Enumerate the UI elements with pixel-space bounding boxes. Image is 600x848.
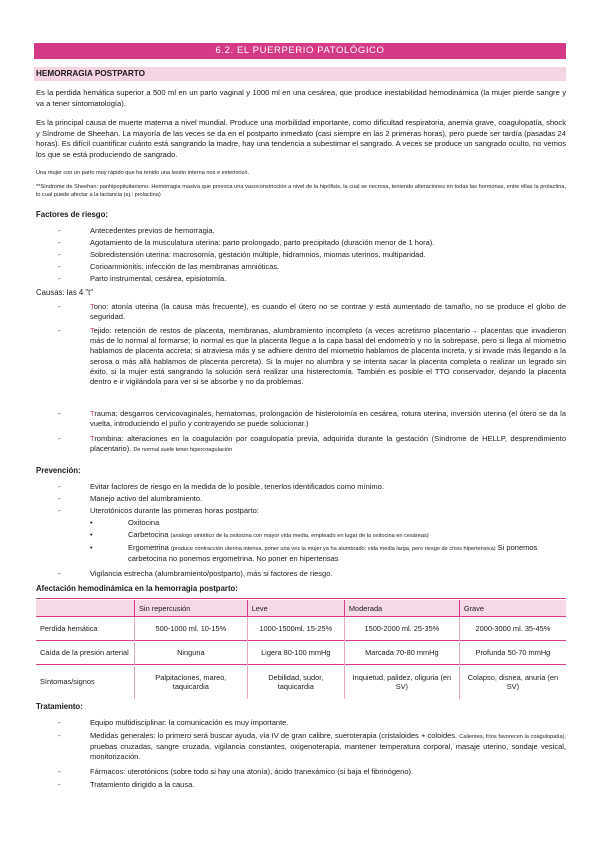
cause-letter: T bbox=[90, 302, 94, 311]
table-header-row bbox=[36, 600, 566, 617]
list-dash: - bbox=[58, 482, 61, 491]
list-item: Uterotónicos durante las primeras horas postparto: bbox=[90, 506, 259, 515]
list-dash: - bbox=[58, 274, 61, 283]
list-dash: - bbox=[58, 262, 61, 271]
table-cell: Ligera 80-100 mmHg bbox=[247, 641, 344, 665]
table-cell: Profunda 50-70 mmHg bbox=[459, 641, 566, 665]
epidemiology-text: Es la principal causa de muerte materna a nivel mundial. Produce una morbilidad importante, como dificultad respiratoria, anemia grave, coagulopatía, shock y Síndrome de Sheehan. La mayoría de las veces se da en el postparto inmediato (casi siempre en las 2 primeras horas), pero puede ser tardía (pasadas 24 horas). Es difícil cuantificar cuánto está sangrando la madre, hay una tendencia a subestimar el sangrado. A veces se produce un sangrado oculto, no vemos los que se está produciendo de sangrado. bbox=[36, 118, 566, 159]
list-item: Parto instrumental, cesárea, episiotomía. bbox=[90, 274, 227, 283]
drug-name: Ergometrina bbox=[128, 543, 169, 552]
list-item: Fármacos: uterotónicos (sobre todo si hay una atonía), ácido tranexámico (si baja el fibrinógeno). bbox=[90, 767, 414, 776]
list-dash: - bbox=[58, 238, 61, 247]
list-item: Evitar factores de riesgo en la medida de lo posible, tenerlos identificados como mínimo. bbox=[90, 482, 384, 491]
drug-item bbox=[128, 530, 566, 541]
cause-text: ono: atonía uterina (la causa más frecuente), es cuando el útero no se contrae y está aumentado de tamaño, no se produce el globo de seguridad. bbox=[90, 302, 566, 322]
table-cell: Debilidad, sudor, taquicardia bbox=[247, 665, 344, 699]
definition-paragraph: Es la perdida hemática superior a 500 ml en un parto vaginal y 1000 ml en una cesárea, que produce inestabilidad hemodinámica (la mujer pierde sangre y va a tener sintomatología). bbox=[36, 88, 566, 108]
sheehan-note: **Síndrome de Sheehan: panhipopituitarismo. Hemorragia masiva que provoca una vasoconstricción a nivel de la hipófisis, la cual se necrosa, teniendo alteraciones en todas las hormonas, entre ellas la prolactina, lo cual puede afectar a la lactancia (ej.: prolactina) bbox=[36, 184, 566, 198]
bullet-icon: • bbox=[90, 518, 93, 527]
cause-trauma bbox=[90, 409, 566, 429]
cause-text: ejido: retención de restos de placenta, membranas, alumbramiento incompleto (a veces acretismo placentario→ placentas que invadieron más de lo normal al formarse; lo normal es que la placenta llegue a la capa basal del endometrio y no la sobrepase, pero si llega al miometrio hablamos de placenta accreta; si atraviesa más y se adhiere dentro del miometrio hablamos de placenta increta, y si invade más llegando a la serosa o más allá hablamos de placenta percreta). Si la mujer no alumbra y se intenta sacar la placenta completa o realizar un legrado sin éxito, si la mujer está sangrando la solución será realizar una histerectomía. También es posible el TTO conservador, dejando la placenta dentro e ir vigilándola para ver si se absorbe y no da problemas. bbox=[90, 326, 566, 387]
list-dash: - bbox=[58, 506, 61, 515]
list-dash: - bbox=[58, 718, 61, 727]
cause-letter: T bbox=[90, 326, 94, 335]
table-header: Moderada bbox=[344, 600, 459, 617]
list-item: Agotamiento de la musculatura uterina: parto prolongado, parto precipitado (duración menor de 1 hora). bbox=[90, 238, 435, 247]
list-dash: - bbox=[58, 409, 61, 418]
table-row bbox=[36, 617, 566, 641]
table-row bbox=[36, 641, 566, 665]
page-title: 6.2. EL PUERPERIO PATOLÓGICO bbox=[34, 43, 566, 59]
bullet-icon: • bbox=[90, 530, 93, 539]
list-item: Vigilancia estrecha (alumbramiento/postparto), más si factores de riesgo. bbox=[90, 569, 333, 578]
list-dash: - bbox=[58, 731, 61, 740]
table-cell: Ninguna bbox=[135, 641, 248, 665]
table-cell: 500-1000 ml. 10-15% bbox=[135, 617, 248, 641]
list-dash: - bbox=[58, 767, 61, 776]
cause-tejido bbox=[90, 326, 566, 387]
note-hidden-bleeding: Una mujer con un parto muy rápido que ha tenido una lesión interna nos e exteriorizó. bbox=[36, 170, 250, 176]
table-cell: 1000-1500ml. 15-25% bbox=[247, 617, 344, 641]
table-cell: 2000-3000 ml. 35-45% bbox=[459, 617, 566, 641]
table-cell: Marcada 70-80 mmHg bbox=[344, 641, 459, 665]
list-item: Equipo multidisciplinar: la comunicación es muy importante. bbox=[90, 718, 289, 727]
hemodynamic-table bbox=[36, 600, 566, 699]
treatment-heading: Tratamiento: bbox=[36, 702, 83, 711]
table-top-rule bbox=[36, 598, 566, 599]
list-dash: - bbox=[58, 494, 61, 503]
bullet-icon: • bbox=[90, 543, 93, 552]
treatment-text: pruebas cruzadas, sangre cruzada, vigilancia constantes, oxigenoterapia, mantener temperatura corporal, masaje uterino, sondaje vesical, monitorización. bbox=[90, 741, 566, 761]
list-dash: - bbox=[58, 780, 61, 789]
table-cell: Perdida hemática bbox=[36, 617, 135, 641]
list-item: Tratamiento dirigido a la causa. bbox=[90, 780, 195, 789]
prevention-heading: Prevención: bbox=[36, 466, 81, 475]
drug-name: Carbetocina bbox=[128, 530, 169, 539]
table-cell: Inquietud, palidez, oliguria (en SV) bbox=[344, 665, 459, 699]
drug-note: (produce contracción uterina intensa, poner una vez la mujer ya ha alumbrado; vida media larga, pero riesgo de crisis hipertensiva) bbox=[170, 546, 496, 552]
treatment-note: Calientes, fríos favorecen la coagulopatía), bbox=[459, 734, 566, 740]
table-cell: 1500-2000 ml. 25-35% bbox=[344, 617, 459, 641]
table-cell: Caída de la presión arterial bbox=[36, 641, 135, 665]
list-item: Sobredistensión uterina: macrosomía, gestación múltiple, hidramnios, miomas uterinos, multiparidad. bbox=[90, 250, 426, 259]
list-item bbox=[90, 731, 566, 762]
list-item: Antecedentes previos de hemorragia. bbox=[90, 226, 215, 235]
causes-heading: Causas: las 4 "t" bbox=[36, 288, 94, 297]
drug-item: Oxitocina bbox=[128, 518, 160, 527]
drug-warning: Si ponemos carbetocina no ponemos ergometrina. No poner en hipertensas bbox=[128, 543, 538, 563]
cause-trombina bbox=[90, 434, 566, 455]
list-dash: - bbox=[58, 250, 61, 259]
cause-letter: T bbox=[90, 434, 95, 443]
table-title: Afectación hemodinámica en la hemorragia postparto: bbox=[36, 584, 238, 593]
table-header bbox=[36, 600, 135, 617]
drug-item bbox=[128, 543, 566, 564]
table-header: Sin repercusión bbox=[135, 600, 248, 617]
list-item: Manejo activo del alumbramiento. bbox=[90, 494, 203, 503]
table-row bbox=[36, 665, 566, 699]
cause-text: rauma: desgarros cervicovaginales, hematomas, prolongación de histerotomía en cesárea, rotura uterina, inversión uterina (el útero se da la vuelta, introduciendo el puño y contrayendo se puede solucionar.) bbox=[90, 409, 566, 429]
drug-note: (análogo sintético de la oxitocina con mayor vida media, empleado en lugar de la oxitocina en cesáreas) bbox=[170, 533, 429, 539]
list-dash: - bbox=[58, 434, 61, 443]
list-dash: - bbox=[58, 226, 61, 235]
table-cell: Palpitaciones, mareo, taquicardia bbox=[135, 665, 248, 699]
treatment-text: Medidas generales: lo primero será buscar ayuda, vía IV de gran calibre, sueroterapia (cristaloides + coloides. bbox=[90, 731, 458, 740]
section-heading: HEMORRAGIA POSTPARTO bbox=[34, 67, 566, 81]
table-header: Leve bbox=[247, 600, 344, 617]
table-cell: Síntomas/signos bbox=[36, 665, 135, 699]
list-dash: - bbox=[58, 326, 61, 335]
list-item: Corioamnionitis: infección de las membranas amnióticas. bbox=[90, 262, 280, 271]
list-dash: - bbox=[58, 302, 61, 311]
table-cell: Colapso, disnea, anuria (en SV) bbox=[459, 665, 566, 699]
table-header: Grave bbox=[459, 600, 566, 617]
cause-letter: T bbox=[90, 409, 95, 418]
cause-tono bbox=[90, 302, 566, 322]
cause-note: De normal suele tener hipercoagulación bbox=[133, 447, 233, 454]
risk-factors-heading: Factores de riesgo: bbox=[36, 210, 108, 219]
epidemiology-paragraph bbox=[36, 118, 566, 160]
list-dash: - bbox=[58, 569, 61, 578]
cause-text: rombina: alteraciones en la coagulación por coagulopatía previa, adquirida durante la gestación (Síndrome de HELLP, desprendimiento placentario). bbox=[90, 434, 566, 454]
